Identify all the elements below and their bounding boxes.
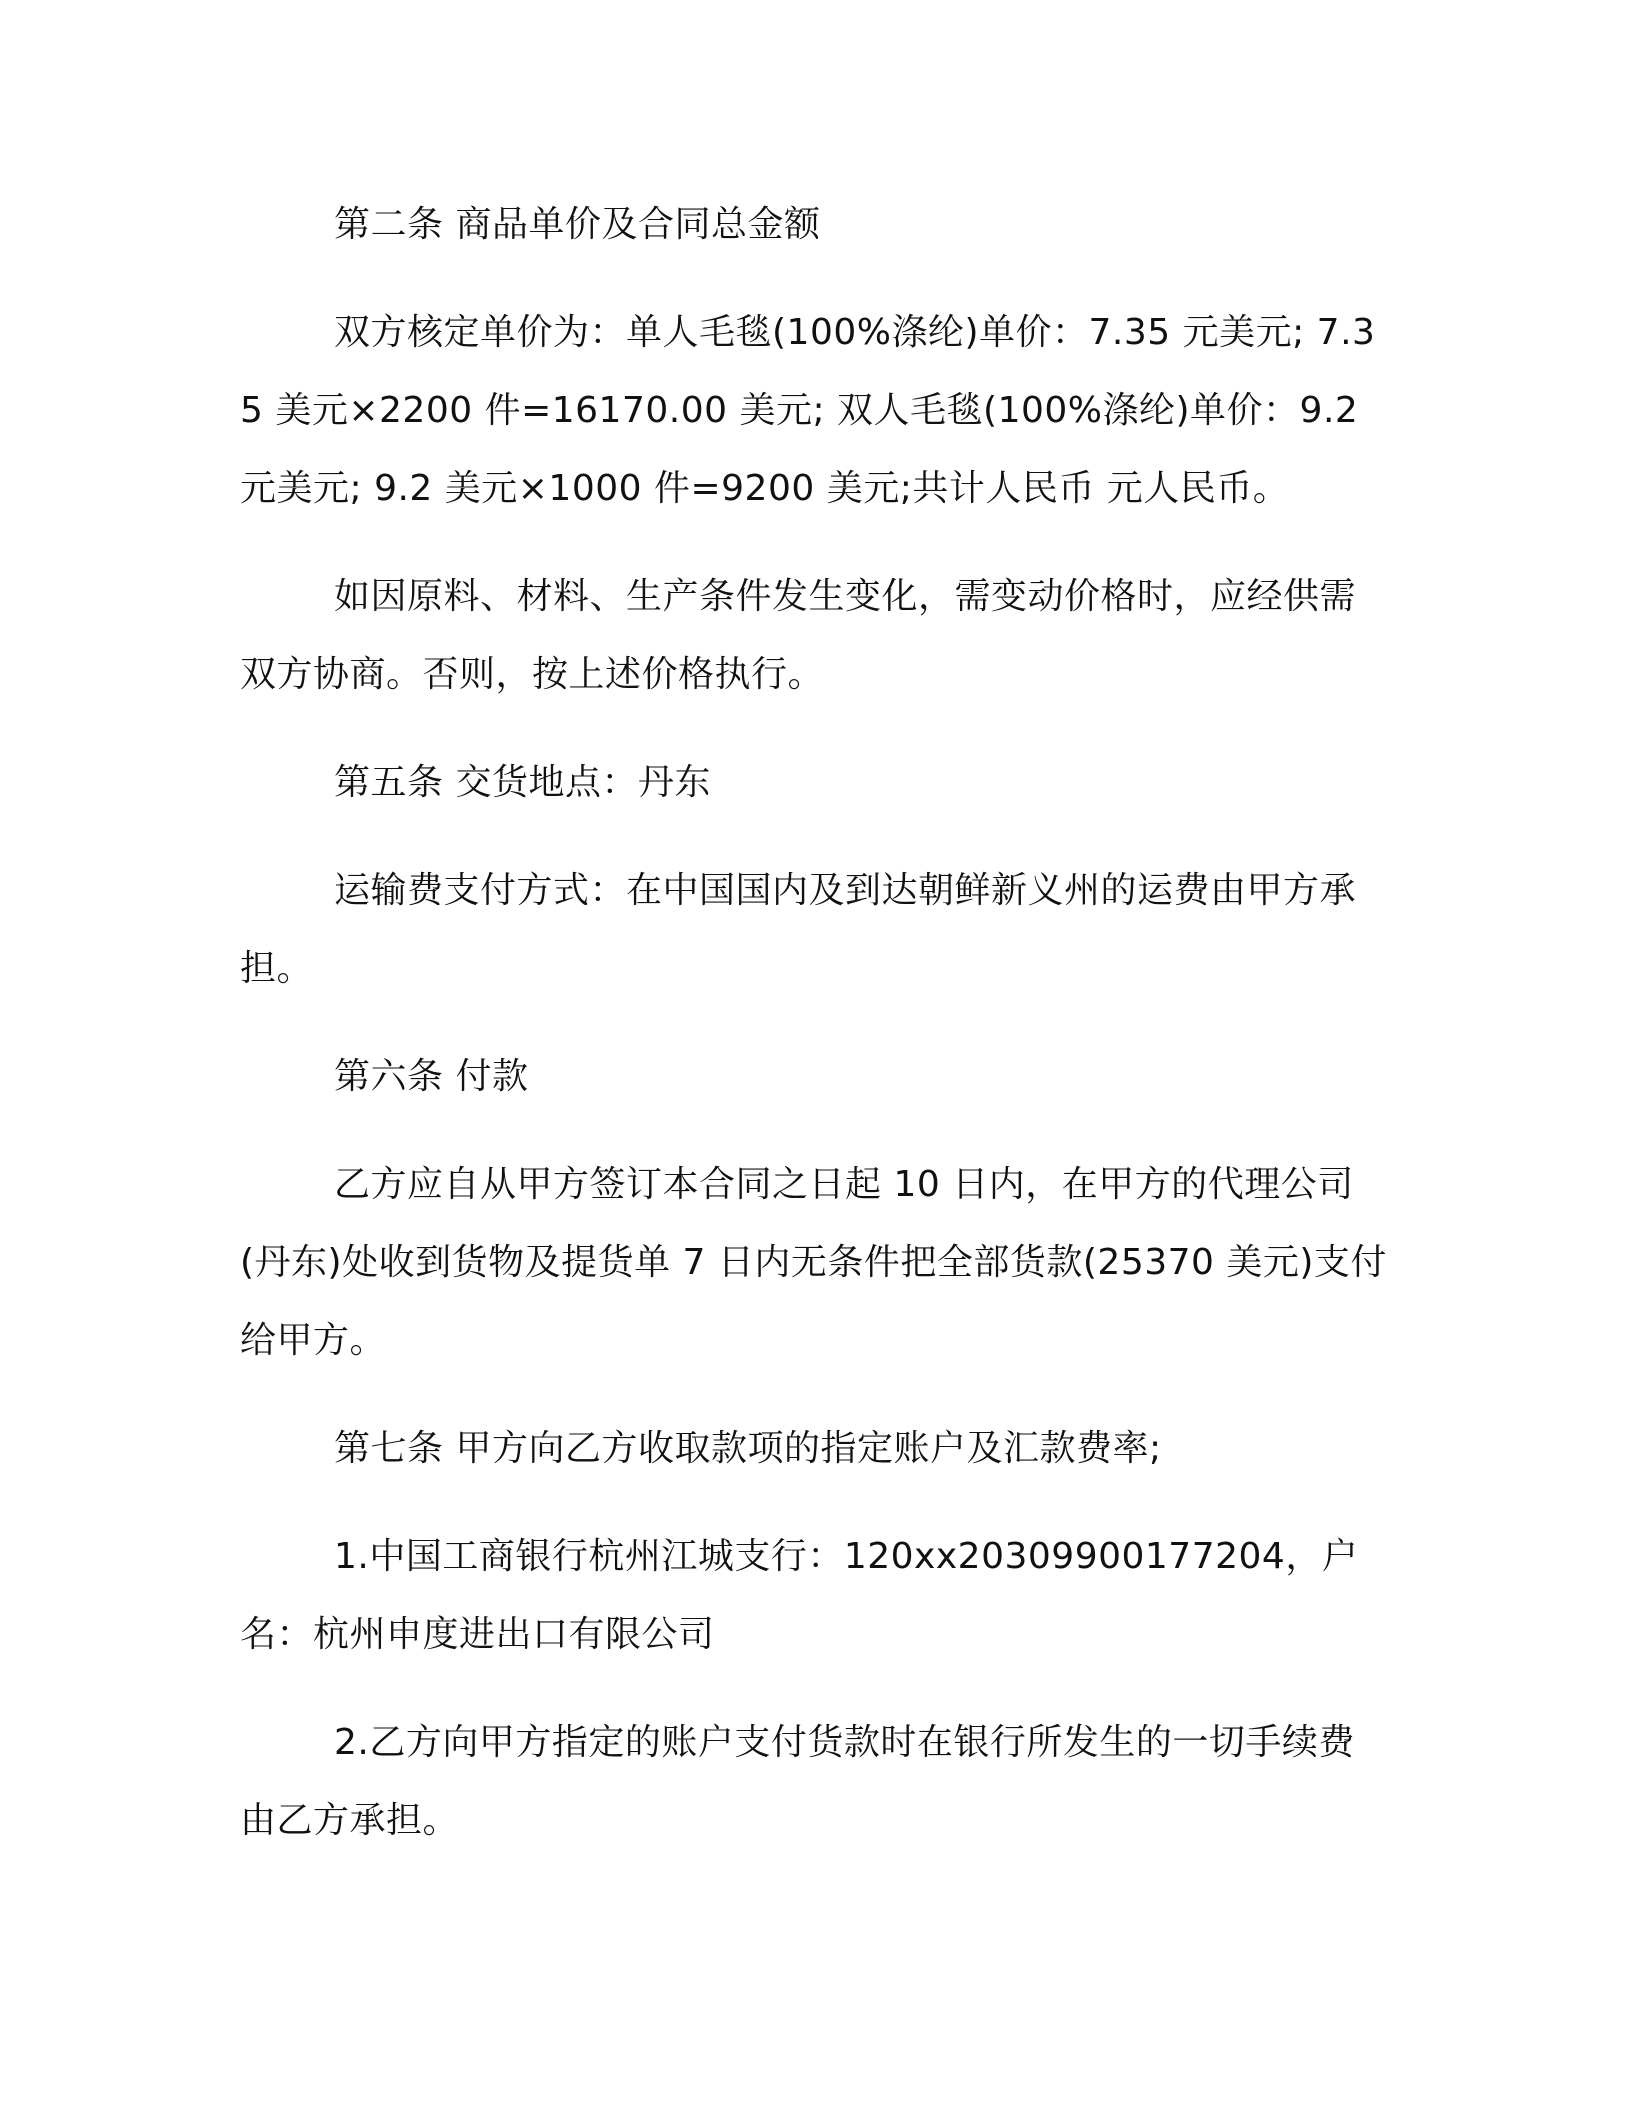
bank-account-paragraph: 1.中国工商银行杭州江城支行：120xx20309900177204，户名：杭州申度进出口有限公司 — [240, 1536, 1359, 1655]
article-6-heading: 第六条 付款 — [334, 1056, 529, 1097]
price-change-paragraph: 如因原料、材料、生产条件发生变化，需变动价格时，应经供需双方协商。否则，按上述价格执行。 — [240, 576, 1357, 695]
payment-terms-paragraph: 乙方应自从甲方签订本合同之日起 10 日内，在甲方的代理公司(丹东)处收到货物及提货单 7 日内无条件把全部货款(25370 美元)支付给甲方。 — [240, 1164, 1387, 1361]
document-body — [240, 186, 1388, 1860]
article-7-heading: 第七条 甲方向乙方收取款项的指定账户及汇款费率; — [334, 1428, 1162, 1469]
freight-payment-paragraph: 运输费支付方式：在中国国内及到达朝鲜新义州的运费由甲方承担。 — [240, 870, 1357, 989]
article-2-heading: 第二条 商品单价及合同总金额 — [334, 204, 821, 245]
bank-fees-paragraph: 2.乙方向甲方指定的账户支付货款时在银行所发生的一切手续费由乙方承担。 — [240, 1722, 1355, 1841]
unit-price-paragraph: 双方核定单价为：单人毛毯(100%涤纶)单价：7.35 元美元; 7.35 美元×2200 件=16170.00 美元; 双人毛毯(100%涤纶)单价：9.2 元美元; 9.2 美元×1000 件=9200 美元;共计人民币 元人民币。 — [240, 312, 1376, 509]
article-5-heading: 第五条 交货地点：丹东 — [334, 762, 711, 803]
